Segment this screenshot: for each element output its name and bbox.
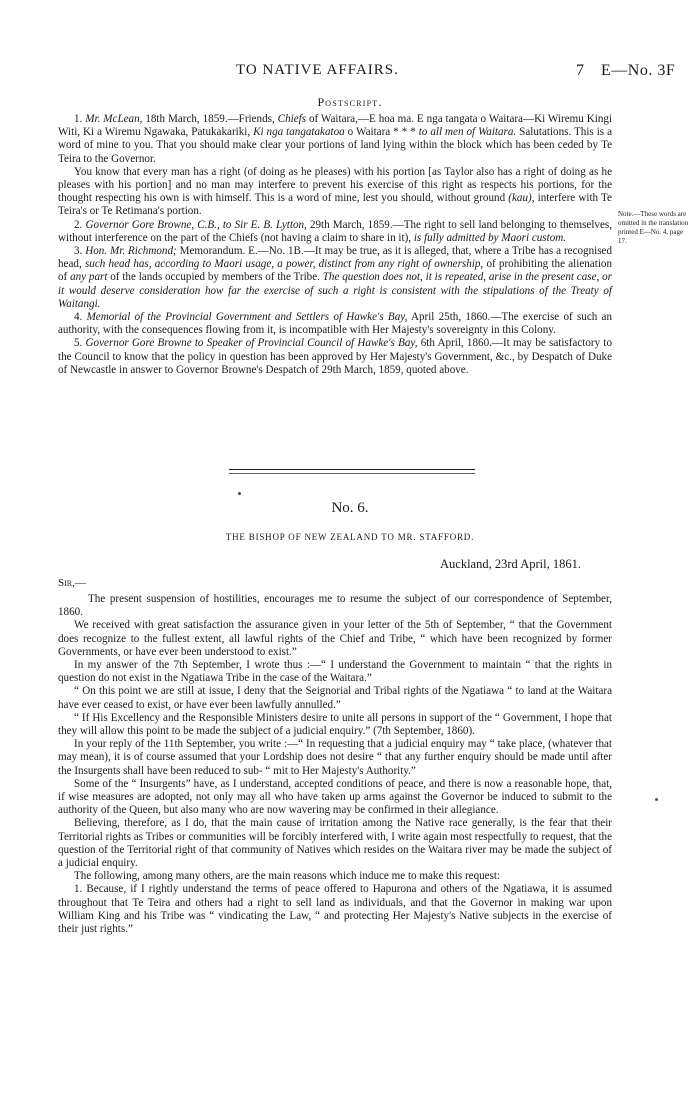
letter-paragraph: The present suspension of hostilities, encourages me to resume the subject of our correspondence of September, 1860. [58,593,612,619]
letter-paragraph: We received with great satisfaction the assurance given in your letter of the 5th of September, “ that the Government does recognize to the fullest extent, all lawful rights of the Chief and Tribe, “ which have been recognized by former Governments, or have ever been understood to exist.” [58,619,612,658]
letter-body [58,593,612,936]
letter-paragraph: The following, among many others, are the main reasons which induce me to make this request: [74,870,501,883]
margin-note: Note.—These words are omitted in the translation printed E—No. 4, page 17. [618,210,689,245]
section-divider [229,469,475,470]
print-speck [655,798,658,801]
postscript-item-5: 5. Governor Gore Browne to Speaker of Provincial Council of Hawke's Bay, 6th April, 1860.—It may be satisfactory to the Council to know that the policy in question has been approved by Her Majesty's Government, &c., by Despatch of Duke of Newcastle in answer to Governor Browne's Despatch of 29th March, 1859, quoted above. [58,337,613,376]
letter-subtitle: THE BISHOP OF NEW ZEALAND TO MR. STAFFORD. [225,532,475,542]
letter-place-date: Auckland, 23rd April, 1861. [440,557,581,571]
postscript-item-1: 1. Mr. McLean, 18th March, 1859.—Friends, Chiefs of Waitara,—E hoa ma. E nga tangata o Waitara—Ki Wiremu Kingi Witi, Ki a Wiremu Ngawaka, Patukakariki, Ki nga tangatakatoa o Waitara * * * to all men of Waitara. Salutations. This is a word of mine to you. That you should make clear your portions of land lying within the block which has been ceded by Te Teira to the Governor. [58,113,612,165]
postscript-item-1-continued: You know that every man has a right (of doing as he pleases) with his portion [as Taylor also has a right of doing as he pleases with his portion] and no man may interfere to prevent his exercise of this right as respects his portions, for the thought respecting his own is with himself. This is a word of mine, lest you should, without ground (kau), interfere with Te Teira's or Te Retimana's portion. [58,165,612,218]
page-number: 7 [576,62,584,79]
letter-salutation: Sir,— [58,577,86,589]
paper-reference: E—No. 3F [601,62,676,79]
letter-paragraph: In my answer of the 7th September, I wrote thus :—“ I understand the Government to maintain “ that the rights in question do not exist in the Ngatiawa Tribe in the case of the Waitara.” [58,659,612,685]
letter-paragraph: In your reply of the 11th September, you write :—“ In requesting that a judicial enquiry may “ take place, (whatever that may mean), it is of course assumed that your Lordship does not desire “ that any further enquiry should be made until after the Insurgents shall have been reduced to sub- “ mit to Her Majesty's Authority.” [58,738,612,777]
running-title: TO NATIVE AFFAIRS. [236,62,399,78]
postscript-body [58,113,612,377]
print-speck [238,492,241,495]
postscript-item-2: 2. Governor Gore Browne, C.B., to Sir E. B. Lytton, 29th March, 1859.—The right to sell land belonging to themselves, without interference on the part of the Chiefs (not having a claim to share in it), is fully admitted by Maori custom. [58,218,612,244]
postscript-item-3: 3. Hon. Mr. Richmond; Memorandum. E.—No. 1B.—It may be true, as it is alleged, that, where a Tribe has a recognised head, such head has, according to Maori usage, a power, distinct from any right of ownership, of prohibiting the alienation of any part of the lands occupied by members of the Tribe. The question does not, it is repeated, arise in the present case, or it would deserve consideration how far the exercise of such a right is consistent with the stipulations of the Treaty of Waitangi. [58,245,613,310]
letter-paragraph: 1. Because, if I rightly understand the terms of peace offered to Hapurona and others of the Ngatiawa, it is assumed throughout that Te Teira and others had a right to sell land as individuals, and that the Governor in making war upon William King and his Tribe was “ vindicating the Law, “ and protecting Her Majesty's Native subjects in the exercise of their just rights.” [58,883,612,936]
postscript-item-4: 4. Memorial of the Provincial Government and Settlers of Hawke's Bay, April 25th, 1860.—The exercise of such an authority, with the consequences flowing from it, is incompatible with Her Majesty's sovereignty in this Colony. [58,311,612,337]
postscript-heading: Postscript. [317,95,383,109]
letter-paragraph: “ On this point we are still at issue, I deny that the Seignorial and Tribal rights of the Ngatiawa “ to land at the Waitara have ever ceased to exist, or have ever been lawfully annulled.” [58,685,612,711]
page-header [60,62,680,84]
letter-paragraph: Some of the “ Insurgents” have, as I understand, accepted conditions of peace, and there is now a reasonable hope, that, if wise measures are adopted, not only may all who have taken up arms against the Governor be induced to submit to the authority of the Queen, but also many who are now wavering may be confirmed in their allegiance. [58,777,612,817]
letter-number: No. 6. [331,500,369,516]
letter-paragraph: “ If His Excellency and the Responsible Ministers desire to unite all persons in support of the “ Government, I hope that they will allow this point to be made the subject of a judicial enquiry.” (7th September, 1860). [58,711,612,738]
section-divider-thin [229,473,475,474]
letter-paragraph: Believing, therefore, as I do, that the main cause of irritation among the Native race generally, is the fear that their Territorial rights as Tribes or communities will be forcibly interfered with, I write again most respectfully to request, that the question of the Territorial right of that community of Natives which resides on the Waitara river may be made the subject of a judicial enquiry. [58,817,612,870]
